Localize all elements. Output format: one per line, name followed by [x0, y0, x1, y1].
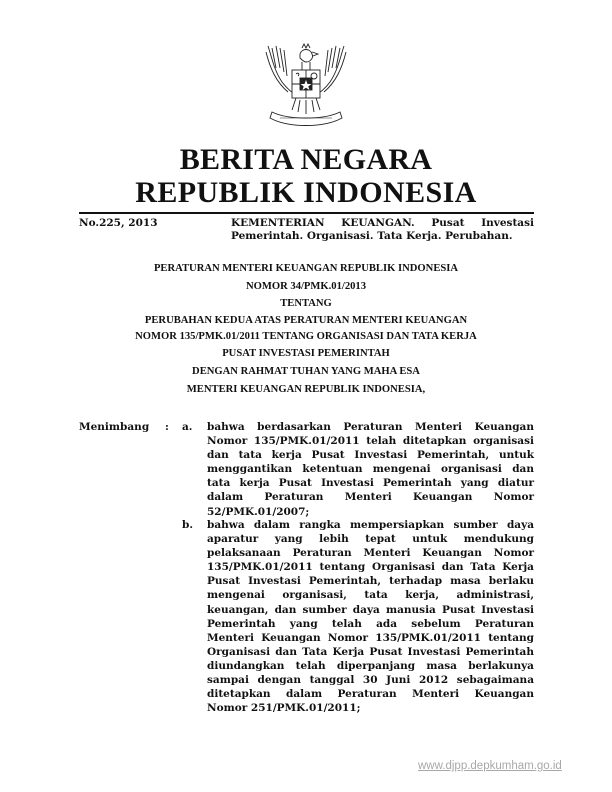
regulation-subject-line-2: NOMOR 135/PMK.01/2011 TENTANG ORGANISASI DAN TATA KERJA: [135, 331, 477, 342]
paragraph-line: 135/PMK.01/2011 tentang Organisasi dan Tata Kerja: [207, 561, 534, 574]
gazette-keywords: [231, 217, 534, 243]
regulation-tentang: TENTANG: [280, 298, 332, 309]
paragraph-line: sampai dengan tanggal 30 Juni 2012 sebagaimana: [207, 674, 534, 687]
regulation-number: NOMOR 34/PMK.01/2013: [245, 281, 367, 292]
regulation-subject-line-3: PUSAT INVESTASI PEMERINTAH: [222, 348, 390, 359]
paragraph-line: 52/PMK.01/2007;: [207, 505, 310, 518]
garuda-emblem-icon: [258, 38, 354, 138]
paragraph-line: Nomor 135/PMK.01/2011 telah ditetapkan organisasi: [207, 435, 534, 448]
masthead-title-line-1: BERITA NEGARA: [179, 143, 433, 176]
paragraph-line: dan tata kerja Pusat Investasi Pemerintah, untuk: [207, 449, 534, 462]
gazette-number: No.225, 2013: [79, 217, 158, 229]
paragraph-line: Pemerintah yang telah ada sebelum Peraturan: [207, 617, 534, 630]
menimbang-label: Menimbang: [79, 421, 150, 433]
regulation-title: PERATURAN MENTERI KEUANGAN REPUBLIK INDONESIA: [153, 263, 459, 274]
paragraph-line: Pusat Investasi Pemerintah, terhadap masa berlaku: [207, 575, 534, 588]
paragraph-line: dalam Peraturan Menteri Keuangan Nomor: [207, 491, 534, 504]
menimbang-item-b: [207, 518, 534, 715]
paragraph-line: ditetapkan dalam Peraturan Menteri Keuangan: [207, 688, 534, 701]
minister-heading: MENTERI KEUANGAN REPUBLIK INDONESIA,: [186, 384, 426, 395]
divine-grace-invocation: DENGAN RAHMAT TUHAN YANG MAHA ESA: [192, 366, 420, 377]
paragraph-line: Nomor 251/PMK.01/2011;: [207, 702, 361, 715]
paragraph-line: mengenai organisasi, tata kerja, administrasi,: [207, 589, 534, 602]
paragraph-line: diundangkan telah diperpanjang masa berlakunya: [207, 659, 534, 672]
footer-website-link[interactable]: www.djpp.depkumham.go.id: [418, 760, 562, 772]
item-letter-a: a.: [182, 421, 193, 433]
paragraph-line: Menteri Keuangan Nomor 135/PMK.01/2011 tentang: [207, 631, 534, 644]
paragraph-line: menggantikan ketentuan mengenai organisasi dan: [207, 463, 534, 476]
menimbang-colon: :: [165, 421, 169, 433]
keywords-line: KEMENTERIAN KEUANGAN. Pusat Investasi: [231, 217, 534, 229]
paragraph-line: tata kerja Pusat Investasi Pemerintah yang diatur: [207, 477, 534, 490]
item-letter-b: b.: [182, 519, 193, 531]
paragraph-line: aparatur yang lebih tepat untuk mendukung: [207, 533, 534, 546]
keywords-line: Pemerintah. Organisasi. Tata Kerja. Perubahan.: [231, 230, 513, 242]
masthead-divider: [79, 212, 534, 214]
paragraph-line: Organisasi dan Tata Kerja Pusat Investasi Pemerintah: [207, 645, 534, 658]
regulation-subject-line-1: PERUBAHAN KEDUA ATAS PERATURAN MENTERI KEUANGAN: [144, 315, 468, 326]
paragraph-line: bahwa berdasarkan Peraturan Menteri Keuangan: [207, 421, 534, 433]
paragraph-line: keuangan, dan sumber daya manusia Pusat Investasi: [207, 603, 534, 616]
masthead-title-line-2: REPUBLIK INDONESIA: [135, 176, 477, 209]
paragraph-line: bahwa dalam rangka mempersiapkan sumber daya: [207, 519, 534, 531]
menimbang-item-a: [207, 420, 534, 519]
paragraph-line: pelaksanaan Peraturan Menteri Keuangan Nomor: [207, 547, 534, 560]
